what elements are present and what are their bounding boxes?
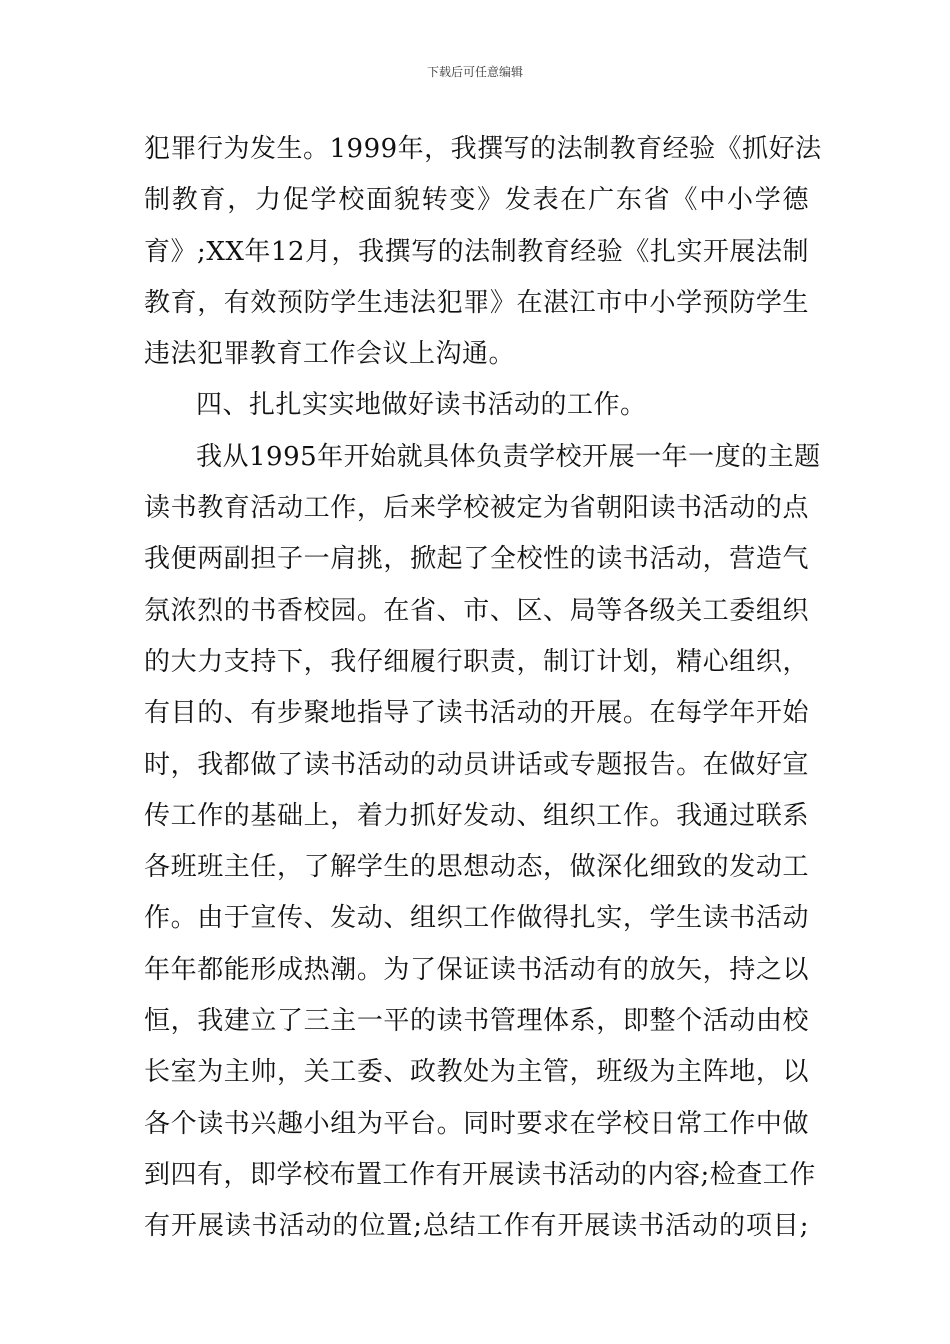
text-line: 年年都能形成热潮。为了保证读书活动有的放矢，持之以 — [144, 954, 809, 985]
text-line: 违法犯罪教育工作会议上沟通。 — [144, 339, 516, 370]
text-line: 恒，我建立了三主一平的读书管理体系，即整个活动由校 — [144, 1006, 809, 1037]
page-header: 下载后可任意编辑 — [426, 65, 523, 79]
text-line: 各班班主任，了解学生的思想动态，做深化细致的发动工 — [144, 852, 809, 883]
text-line: 的大力支持下，我仔细履行职责，制订计划，精心组织， — [144, 646, 809, 677]
text-line: 制教育，力促学校面貌转变》发表在广东省《中小学德 — [144, 185, 809, 216]
text-line: 各个读书兴趣小组为平台。同时要求在学校日常工作中做 — [144, 1108, 809, 1139]
document-body — [144, 124, 822, 1253]
text-line: 传工作的基础上，着力抓好发动、组织工作。我通过联系 — [144, 800, 809, 831]
text-line: 教育，有效预防学生违法犯罪》在湛江市中小学预防学生 — [144, 287, 809, 318]
text-line: 有目的、有步聚地指导了读书活动的开展。在每学年开始 — [144, 698, 809, 729]
text-line: 作。由于宣传、发动、组织工作做得扎实，学生读书活动 — [144, 903, 809, 934]
text-line: 到四有，即学校布置工作有开展读书活动的内容;检查工作 — [144, 1159, 816, 1190]
text-line: 我便两副担子一肩挑，掀起了全校性的读书活动，营造气 — [144, 544, 809, 575]
text-line: 时，我都做了读书活动的动员讲话或专题报告。在做好宣 — [144, 749, 809, 780]
text-line: 我从1995年开始就具体负责学校开展一年一度的主题 — [196, 441, 821, 472]
text-line: 有开展读书活动的位置;总结工作有开展读书活动的项目; — [144, 1211, 809, 1242]
text-line: 读书教育活动工作，后来学校被定为省朝阳读书活动的点 — [144, 493, 809, 524]
section-heading: 四、扎扎实实地做好读书活动的工作。 — [196, 390, 647, 421]
text-line: 长室为主帅，关工委、政教处为主管，班级为主阵地，以 — [144, 1057, 809, 1088]
text-line: 育》;XX年12月，我撰写的法制教育经验《扎实开展法制 — [144, 236, 809, 267]
text-line: 犯罪行为发生。1999年，我撰写的法制教育经验《抓好法 — [144, 134, 822, 164]
text-line: 氛浓烈的书香校园。在省、市、区、局等各级关工委组织 — [144, 595, 809, 626]
